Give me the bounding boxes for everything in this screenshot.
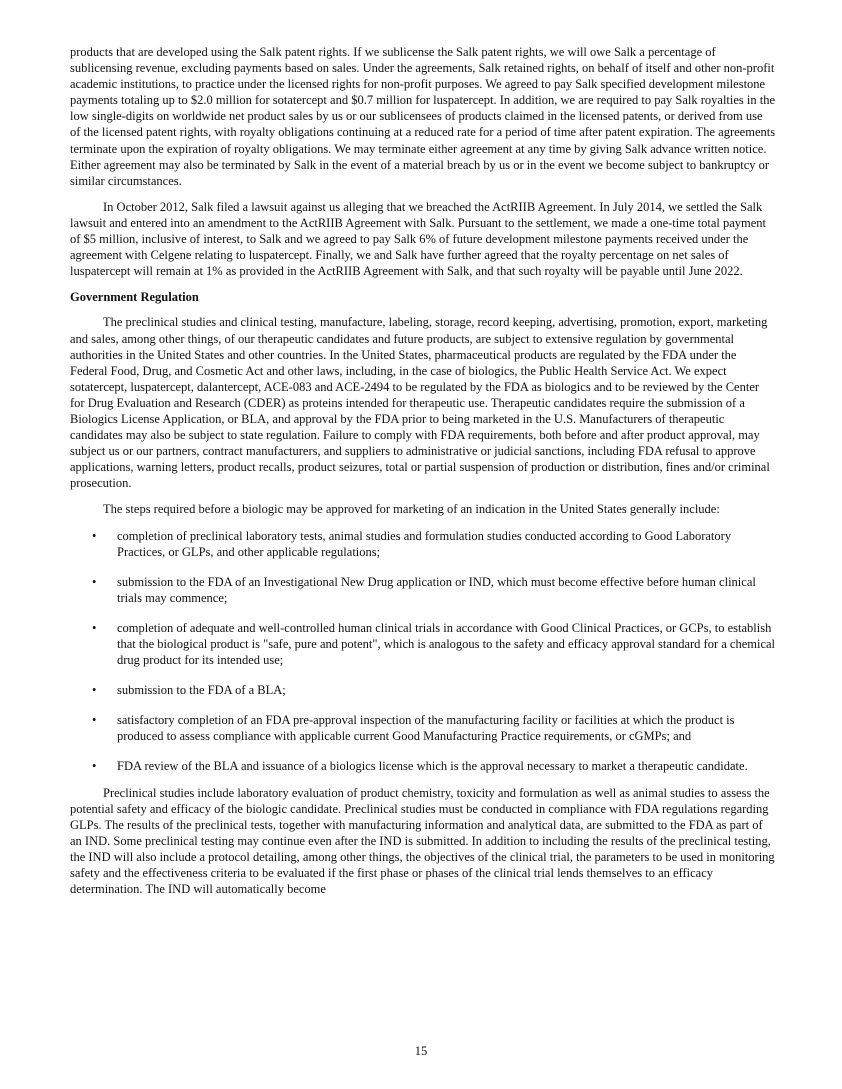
bullet-icon: • — [92, 683, 97, 698]
list-item-text: submission to the FDA of an Investigational New Drug application or IND, which must become effective before human clinical trials may commence; — [117, 574, 756, 605]
regulation-overview-paragraph: The preclinical studies and clinical testing, manufacture, labeling, storage, record keeping, advertising, promotion, export, marketing and sales, among other things, of our therapeutic candidates and future products, are subject to extensive regulation by governmental authorities in the United States and other countries. In the United States, pharmaceutical products are regulated by the FDA under the Federal Food, Drug, and Cosmetic Act and other laws, including, in the case of biologics, the Public Health Service Act. We expect sotatercept, luspatercept, dalantercept, ACE-083 and ACE-2494 to be regulated by the FDA as biologics and to be reviewed by the Center for Drug Evaluation and Research (CDER) as proteins intended for therapeutic use. Therapeutic candidates require the submission of a Biologics License Application, or BLA, and approval by the FDA prior to being marketed in the U.S. Manufacturers of therapeutic candidates may also be subject to state regulation. Failure to comply with FDA requirements, both before and after product approval, may subject us or our partners, contract manufacturers, and suppliers to administrative or judicial sanctions, including FDA refusal to approve applications, warning letters, product recalls, product seizures, total or partial suspension of production or distribution, fines and/or criminal prosecution. — [70, 315, 770, 491]
bullet-icon: • — [92, 528, 97, 543]
section-heading: Government Regulation — [70, 290, 199, 305]
list-item — [70, 712, 776, 744]
bullet-icon: • — [92, 574, 97, 589]
document-page — [70, 44, 776, 907]
list-item-text: submission to the FDA of a BLA; — [117, 683, 286, 698]
bullet-icon: • — [92, 620, 97, 635]
approval-steps-list — [70, 528, 776, 775]
preclinical-studies-paragraph: Preclinical studies include laboratory evaluation of product chemistry, toxicity and formulation as well as animal studies to assess the potential safety and efficacy of the biologic candidate. Preclinical studies must be conducted in compliance with FDA regulations regarding GLPs. The results of the preclinical tests, together with manufacturing information and analytical data, are submitted to the FDA as part of an IND. Some preclinical testing may continue even after the IND is submitted. In addition to including the results of the preclinical testing, the IND will also include a protocol detailing, among other things, the objectives of the clinical trial, the parameters to be used in monitoring safety and the effectiveness criteria to be evaluated if the first phase or phases of the clinical trial lends themselves to an efficacy determination. The IND will automatically become — [70, 785, 775, 897]
list-item — [70, 758, 776, 774]
list-item-text: satisfactory completion of an FDA pre-approval inspection of the manufacturing facility or facilities at which the product is produced to assess compliance with applicable current Good Manufacturing Practice requirements, or cGMPs; and — [117, 713, 735, 744]
list-item — [70, 620, 776, 668]
salk-license-paragraph: products that are developed using the Salk patent rights. If we sublicense the Salk patent rights, we will owe Salk a percentage of sublicensing revenue, excluding payments based on sales. Under the agreements, Salk retained rights, on behalf of itself and other non-profit academic institutions, to practice under the licensed rights for non-profit purposes. We agreed to pay Salk specified development milestone payments totaling up to $2.0 million for sotatercept and $0.7 million for luspatercept. In addition, we are required to pay Salk royalties in the low single-digits on worldwide net product sales by us or our sublicensees of products claimed in the licensed patents, or derived from use of the licensed patent rights, with royalty obligations continuing at a reduced rate for a period of time after patent expiration. The agreements terminate upon the expiration of royalty obligations. We may terminate either agreement at any time by giving Salk advance written notice. Either agreement may also be terminated by Salk in the event of a material breach by us or in the event we become subject to bankruptcy or similar circumstances. — [70, 45, 776, 188]
bullet-icon: • — [92, 759, 97, 774]
salk-lawsuit-paragraph: In October 2012, Salk filed a lawsuit against us alleging that we breached the ActRIIB Agreement. In July 2014, we settled the Salk lawsuit and entered into an amendment to the ActRIIB Agreement with Salk. Pursuant to the settlement, we made a one-time total payment of $5 million, inclusive of interest, to Salk and we agreed to pay Salk 6% of future development milestone payments received under the agreement with Celgene relating to luspatercept. Finally, we and Salk have further agreed that the royalty percentage on net sales of luspatercept will remain at 1% as provided in the ActRIIB Agreement with Salk, and that such royalty will be payable until June 2022. — [70, 199, 767, 279]
list-item-text: FDA review of the BLA and issuance of a biologics license which is the approval necessary to market a therapeutic candidate. — [117, 759, 748, 774]
list-item-text: completion of preclinical laboratory tests, animal studies and formulation studies conducted according to Good Laboratory Practices, or GLPs, and other applicable regulations; — [117, 528, 732, 559]
list-item-text: completion of adequate and well-controlled human clinical trials in accordance with Good Clinical Practices, or GCPs, to establish that the biological product is "safe, pure and potent", which is analogous to the safety and efficacy approval standard for a chemical drug product for its intended use; — [117, 620, 776, 668]
list-item — [70, 574, 776, 606]
bullet-icon: • — [92, 713, 97, 728]
list-item — [70, 682, 776, 698]
page-number: 15 — [414, 1044, 428, 1058]
list-item — [70, 528, 776, 560]
approval-steps-intro-paragraph: The steps required before a biologic may be approved for marketing of an indication in the United States generally include: — [103, 502, 720, 517]
